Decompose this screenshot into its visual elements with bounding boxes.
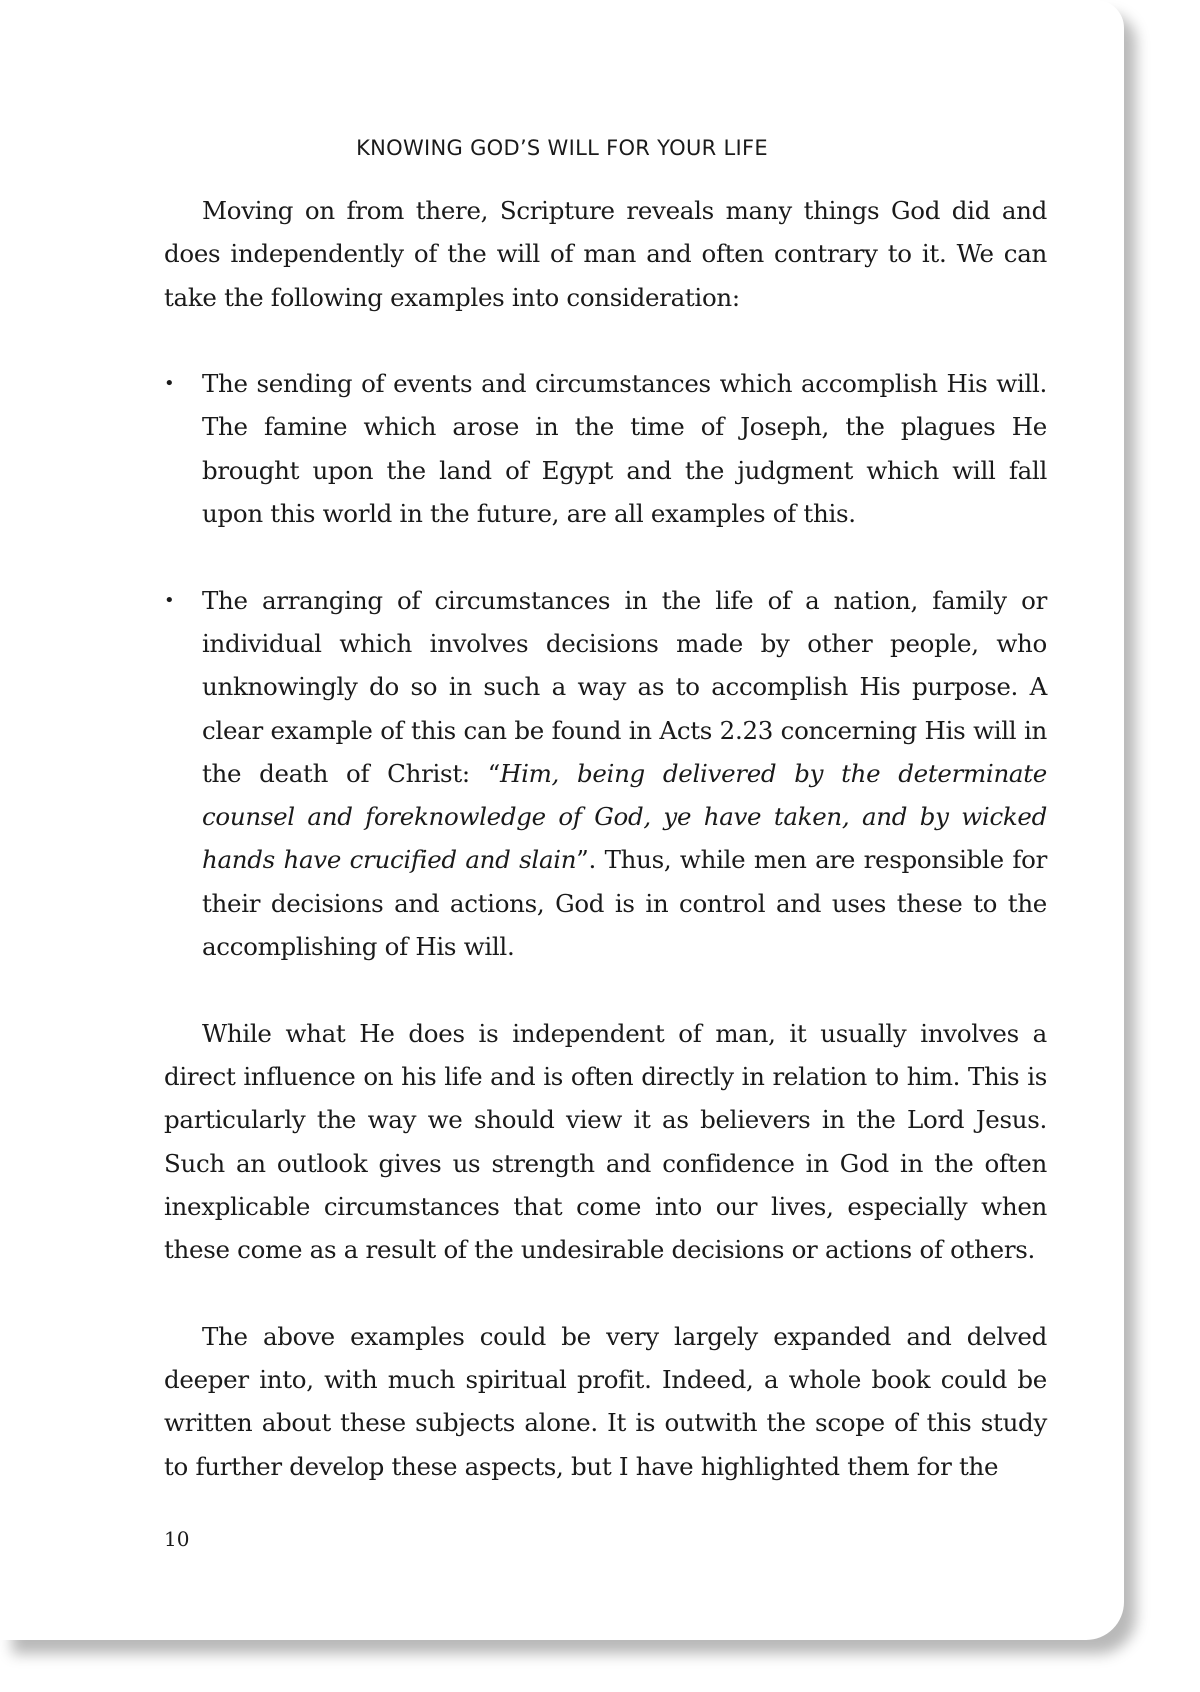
running-head: KNOWING GOD’S WILL FOR YOUR LIFE	[356, 136, 768, 160]
list-item-text: ”. Thus, while men are responsible for their decisions and actions, God is in control and uses these to the accomplishing of His will.	[202, 845, 1047, 962]
paragraph: While what He does is independent of man, it usually involves a direct influence on his life and is often directly in relation to him. This is particularly the way we should view it as believers in the Lord Jesus. Such an outlook gives us strength and confidence in God in the often inexplicable circumstances that come into our lives, especially when these come as a result of the undesirable decisions or actions of others.	[164, 1018, 1047, 1265]
list-item-text: The arranging of circumstances in the life of a nation, family or individual which involves decisions made by other people, who unknowingly do so in such a way as to accomplish His purpose. A clear example of this can be found in Acts 2.23 concerning His will in the death of Christ: “	[202, 585, 1047, 788]
paragraph: The above examples could be very largely expanded and delved deeper into, with much spiritual profit. Indeed, a whole book could be written about these subjects alone. It is outwith the scope of this study to further develop these aspects, but I have highlighted them for the	[164, 1321, 1047, 1481]
paragraph: Moving on from there, Scripture reveals many things God did and does independently of the will of man and often contrary to it. We can take the following examples into consideration:	[164, 196, 1047, 312]
scripture-quote: Him, being delivered by the determinate counsel and foreknowledge of God, ye have taken, and by wicked hands have crucified and slain	[202, 758, 1047, 875]
bullet-icon: •	[164, 373, 175, 395]
list-item	[164, 579, 1047, 969]
page-number: 10	[164, 1527, 190, 1551]
bullet-icon: •	[164, 589, 175, 611]
example-list	[164, 362, 1047, 968]
list-item-text: The sending of events and circumstances which accomplish His will. The famine which arose in the time of Joseph, the plagues He brought upon the land of Egypt and the judgment which will fall upon this world in the future, are all examples of this.	[202, 369, 1047, 529]
page-body	[164, 189, 1047, 1488]
list-item	[164, 362, 1047, 535]
